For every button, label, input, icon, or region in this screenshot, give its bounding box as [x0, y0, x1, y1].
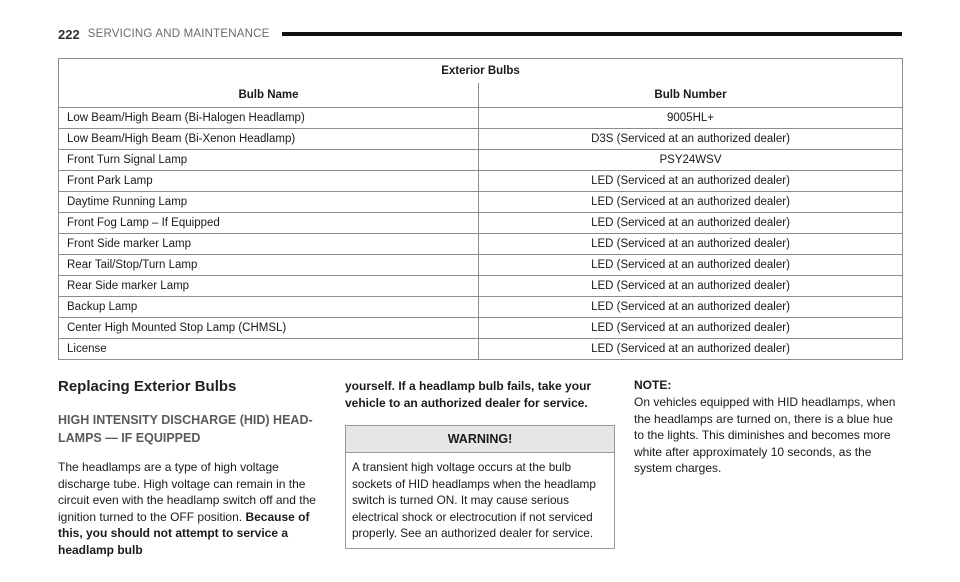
exterior-bulbs-table	[58, 58, 903, 360]
bulb-name-cell: Front Turn Signal Lamp	[59, 150, 479, 171]
table-row	[59, 255, 903, 276]
header-rule	[282, 32, 903, 36]
hid-paragraph-continued: yourself. If a headlamp bulb fails, take your vehicle to an authorized dealer for service.	[345, 379, 592, 410]
table-row	[59, 129, 903, 150]
table-row	[59, 297, 903, 318]
bulb-name-cell: Low Beam/High Beam (Bi-Halogen Headlamp)	[59, 108, 479, 129]
table-body	[59, 108, 903, 360]
bulb-name-cell: Rear Tail/Stop/Turn Lamp	[59, 255, 479, 276]
bulb-name-cell: Front Side marker Lamp	[59, 234, 479, 255]
page-number: 222	[58, 26, 80, 42]
left-column	[58, 378, 328, 558]
bulb-number-cell: LED (Serviced at an authorized dealer)	[479, 318, 903, 339]
hid-paragraph-bold: Because of this, you should not attempt to service a headlamp bulb	[58, 509, 310, 557]
middle-column	[345, 378, 615, 549]
table-row	[59, 192, 903, 213]
bulb-number-cell: LED (Serviced at an authorized dealer)	[479, 234, 903, 255]
bulb-number-cell: LED (Serviced at an authorized dealer)	[479, 339, 903, 360]
bulb-number-cell: D3S (Serviced at an authorized dealer)	[479, 129, 903, 150]
hid-subheading: HIGH INTENSITY DISCHARGE (HID) HEAD-LAMPS — IF EQUIPPED	[58, 413, 313, 445]
bulb-name-cell: Center High Mounted Stop Lamp (CHMSL)	[59, 318, 479, 339]
bulb-number-cell: LED (Serviced at an authorized dealer)	[479, 213, 903, 234]
table-row	[59, 108, 903, 129]
table-row	[59, 234, 903, 255]
bulb-number-cell: LED (Serviced at an authorized dealer)	[479, 297, 903, 318]
note-text: On vehicles equipped with HID headlamps, when the headlamps are turned on, there is a blue hue to the lights. This diminishes and becomes more white after approximately 10 seconds, as the system charges.	[634, 395, 896, 475]
bulb-number-cell: PSY24WSV	[479, 150, 903, 171]
hid-paragraph	[58, 459, 328, 558]
bulb-name-cell: Low Beam/High Beam (Bi-Xenon Headlamp)	[59, 129, 479, 150]
bulb-name-cell: Daytime Running Lamp	[59, 192, 479, 213]
table-row	[59, 150, 903, 171]
column-header-bulb-name: Bulb Name	[59, 83, 479, 108]
warning-text: A transient high voltage occurs at the bulb sockets of HID headlamps when the headlamp switch is turned ON. It may cause serious electrical shock or electrocution if not serviced properly. See an authorized dealer for service.	[352, 460, 596, 540]
section-title: SERVICING AND MAINTENANCE	[87, 28, 270, 40]
bulb-name-cell: Front Park Lamp	[59, 171, 479, 192]
right-column	[634, 378, 902, 477]
bulb-number-cell: LED (Serviced at an authorized dealer)	[479, 171, 903, 192]
page-header	[58, 26, 902, 42]
table-row	[59, 339, 903, 360]
table-row	[59, 213, 903, 234]
bulb-name-cell: Rear Side marker Lamp	[59, 276, 479, 297]
table-row	[59, 318, 903, 339]
bulb-number-cell: LED (Serviced at an authorized dealer)	[479, 192, 903, 213]
warning-box	[345, 425, 615, 549]
note-label: NOTE:	[634, 378, 672, 392]
bulb-number-cell: LED (Serviced at an authorized dealer)	[479, 255, 903, 276]
table-row	[59, 171, 903, 192]
bulb-name-cell: License	[59, 339, 479, 360]
bulb-number-cell: 9005HL+	[479, 108, 903, 129]
bulb-name-cell: Front Fog Lamp – If Equipped	[59, 213, 479, 234]
hid-paragraph-text: The headlamps are a type of high voltage discharge tube. High voltage can remain in the circuit even with the headlamp switch off and the ignition turned to the OFF position.	[58, 460, 316, 524]
table-row	[59, 276, 903, 297]
column-header-bulb-number: Bulb Number	[479, 83, 903, 108]
table-caption: Exterior Bulbs	[59, 59, 903, 84]
section-heading: Replacing Exterior Bulbs	[58, 378, 237, 395]
bulb-number-cell: LED (Serviced at an authorized dealer)	[479, 276, 903, 297]
warning-title: WARNING!	[346, 426, 614, 453]
bulb-name-cell: Backup Lamp	[59, 297, 479, 318]
